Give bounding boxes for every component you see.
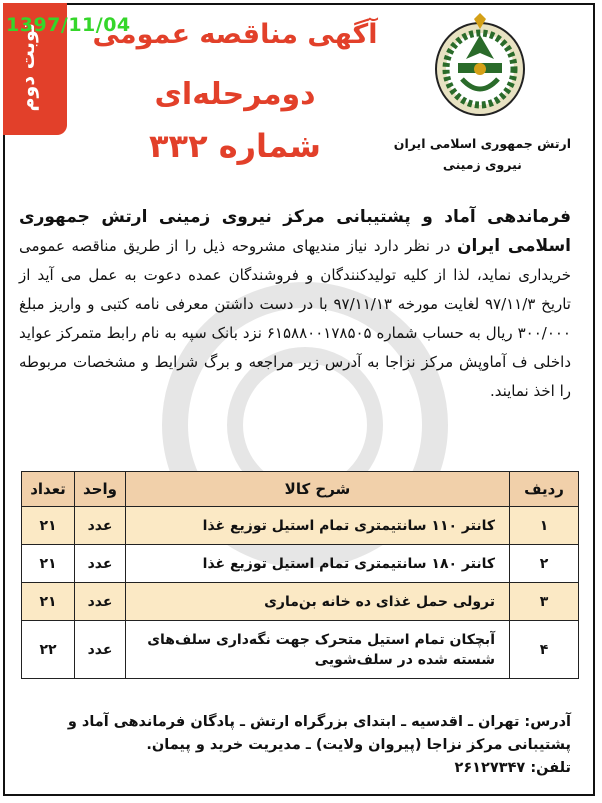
item-quantity: ۲۱	[22, 583, 75, 621]
organization-name	[394, 133, 571, 175]
table-header-row	[22, 472, 579, 507]
announcement-body	[19, 203, 571, 406]
row-number: ۴	[510, 621, 579, 679]
row-number: ۱	[510, 507, 579, 545]
body-lead: فرماندهی آماد و پشتیبانی مرکز نیروی زمینی ارتش جمهوری اسلامی ایران	[19, 207, 571, 256]
address-text: آدرس: تهران ـ اقدسیه ـ ابتدای بزرگراه ارتش ـ پادگان فرماندهی آماد و پشتیبانی مرکز نزاجا (پیروان ولایت) ـ مدیریت خرید و پیمان.	[67, 714, 571, 753]
item-description: آبچکان تمام استیل متحرک جهت نگه‌داری سلف‌های شسته شده در سلف‌شویی	[126, 621, 510, 679]
phone-text: تلفن: ۲۶۱۲۷۳۴۷	[454, 760, 571, 776]
row-number: ۳	[510, 583, 579, 621]
header-quantity: تعداد	[22, 472, 75, 507]
item-description: کانتر ۱۸۰ سانتیمتری تمام استیل توزیع غذا	[126, 545, 510, 583]
organization-line-1: ارتش جمهوری اسلامی ایران	[393, 136, 571, 151]
header-description: شرح کالا	[126, 472, 510, 507]
row-number: ۲	[510, 545, 579, 583]
item-unit: عدد	[75, 583, 126, 621]
ribbon-label: نوبت دوم	[17, 23, 39, 112]
table-row	[22, 507, 579, 545]
army-emblem-icon	[430, 13, 530, 121]
advertisement-frame	[3, 3, 595, 796]
table-row	[22, 545, 579, 583]
table-row	[22, 621, 579, 679]
title-line-2: دومرحله‌ای	[154, 77, 316, 112]
items-table	[21, 471, 579, 679]
header-row-number: ردیف	[510, 472, 579, 507]
item-unit: عدد	[75, 507, 126, 545]
table-row	[22, 583, 579, 621]
title-line-1: آگهی مناقصه عمومی	[92, 19, 378, 50]
header-unit: واحد	[75, 472, 126, 507]
item-quantity: ۲۲	[22, 621, 75, 679]
item-description: ترولی حمل غذای ده خانه بن‌ماری	[126, 583, 510, 621]
organization-line-2: نیروی زمینی	[442, 157, 522, 172]
date-stamp: 1397/11/04	[6, 14, 131, 36]
item-unit: عدد	[75, 545, 126, 583]
item-unit: عدد	[75, 621, 126, 679]
body-text: در نظر دارد نیاز مندیهای مشروحه ذیل را از طریق مناقصه عمومی خریداری نماید، لذا از کلیه تولیدکنندگان و فروشندگان عمده دعوت به عمل می آید از تاریخ ۹۷/۱۱/۳ لغایت مورخه ۹۷/۱۱/۱۳ با در دست داشتن معرفی نامه کتبی و واریز مبلغ ۳۰۰/۰۰۰ ریال به حساب شماره ۶۱۵۸۸۰۰۱۷۸۵۰۵ نزد بانک سپه به نام رابط متمرکز عواید داخلی ف آماوپش مرکز نزاجا به آدرس زیر مراجعه و برگ شرایط و مشخصات مربوطه را اخذ نمایند.	[19, 237, 571, 400]
item-description: کانتر ۱۱۰ سانتیمتری تمام استیل توزیع غذا	[126, 507, 510, 545]
contact-footer	[19, 711, 571, 780]
item-quantity: ۲۱	[22, 507, 75, 545]
item-quantity: ۲۱	[22, 545, 75, 583]
title-line-3: شماره ۳۳۲	[149, 127, 321, 165]
